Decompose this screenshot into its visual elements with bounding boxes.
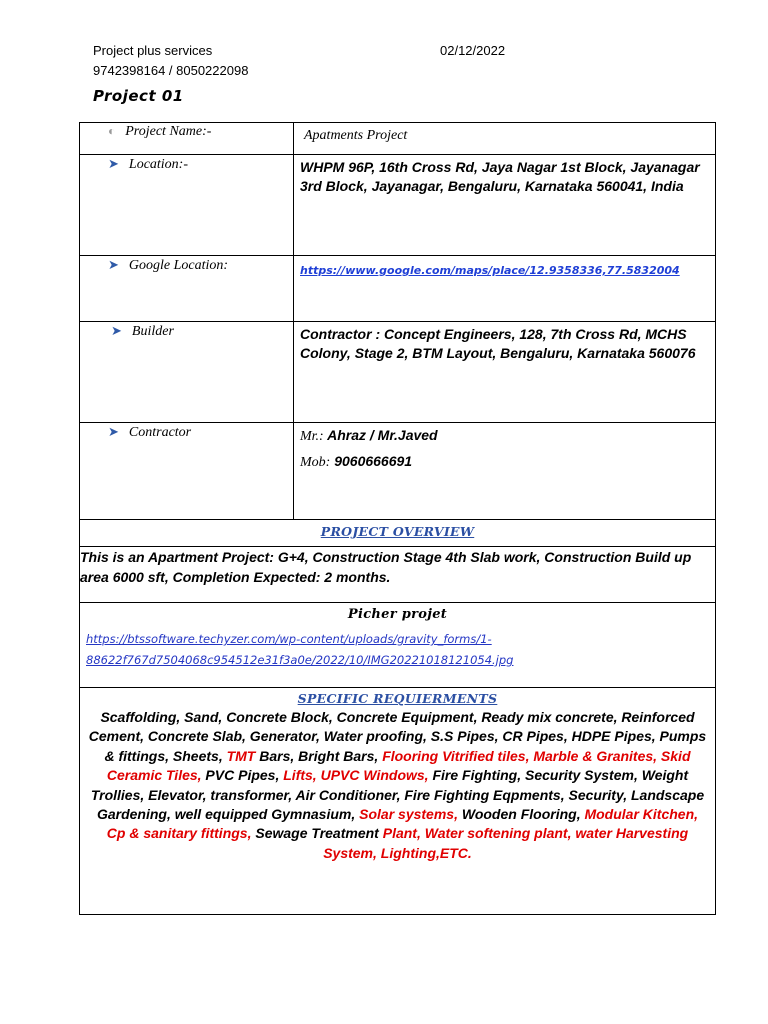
picture-link-line-1: https://btssoftware.techyzer.com/wp-content/uploads/gravity_forms/1-	[86, 632, 492, 646]
builder-label: Builder	[131, 324, 174, 339]
requirement-segment: Scaffolding, Sand, Concrete Block, Concrete Equipment, Ready mix concrete, Reinforced Cement, Concrete Slab, Generator, Water proofing, S.S Pipes, CR Pipes, HDPE Pipes, Pumps & fittings, Sheets,	[88, 709, 707, 764]
builder-value: Contractor : Concept Engineers, 128, 7th Cross Rd, MCHS Colony, Stage 2, BTM Layout, Bengaluru, Karnataka 560076	[294, 322, 716, 423]
contractor-name-line	[300, 426, 709, 446]
arrow-bullet-icon: ➤	[108, 156, 119, 171]
project-heading: Project 01	[93, 87, 184, 105]
arrow-bullet-icon: ➤	[108, 424, 119, 439]
row-overview-title	[80, 520, 716, 547]
requirement-segment: TMT	[226, 747, 256, 764]
requirement-segment: Lifts, UPVC Windows,	[283, 767, 429, 784]
overview-text: This is an Apartment Project: G+4, Construction Stage 4th Slab work, Construction Build up area 6000 sft, Completion Expected: 2 months.	[80, 547, 716, 603]
requirement-segment: Sewage Treatment	[251, 825, 383, 842]
row-contractor	[80, 423, 716, 520]
row-builder	[80, 322, 716, 423]
google-location-cell	[294, 256, 716, 322]
requirements-text	[80, 708, 715, 863]
requirement-segment: Fire Fighting, Security System, Weight Trollies, Elevator, transformer, Air Conditioner, Fire Fighting Eqpments, Security, Landscape Gardening, well equipped Gymnasium,	[90, 767, 705, 823]
row-location	[80, 155, 716, 256]
requirement-segment: Solar systems,	[359, 806, 458, 823]
row-requirements	[80, 688, 716, 915]
project-name-label-cell	[80, 123, 294, 155]
contractor-mob: 9060666691	[334, 453, 413, 469]
overview-title: PROJECT OVERVIEW	[320, 524, 475, 539]
contractor-value-cell	[294, 423, 716, 520]
google-location-label-cell	[80, 256, 294, 322]
requirement-segment: Wooden Flooring,	[457, 806, 585, 823]
picture-cell	[80, 603, 716, 688]
contractor-mob-line	[300, 452, 709, 472]
requirements-title: SPECIFIC REQUIERMENTS	[297, 691, 498, 706]
row-google-location	[80, 256, 716, 322]
picture-link-line-2: 88622f767d7504068c954512e31f3a0e/2022/10/IMG20221018121054.jpg	[86, 653, 514, 667]
requirement-segment: PVC Pipes,	[201, 767, 284, 784]
picture-link[interactable]	[80, 629, 715, 671]
google-location-label: Google Location:	[128, 258, 229, 273]
requirement-segment: Flooring Vitrified tiles, Marble & Granites, Skid Ceramic Tiles,	[106, 747, 691, 784]
row-project-name	[80, 123, 716, 155]
row-picture	[80, 603, 716, 688]
bullet-icon: ◐	[108, 124, 116, 138]
project-name-value: Apatments Project	[294, 123, 716, 155]
company-phones: 9742398164 / 8050222098	[93, 63, 249, 78]
location-label: Location:-	[128, 157, 189, 172]
requirement-segment: Bars, Bright Bars,	[255, 747, 383, 764]
requirement-segment: Modular Kitchen, Cp & sanitary fittings,	[106, 806, 699, 842]
document-date: 02/12/2022	[440, 43, 506, 58]
overview-title-cell	[80, 520, 716, 547]
builder-label-cell	[80, 322, 294, 423]
arrow-bullet-icon: ➤	[108, 257, 119, 272]
requirements-cell	[80, 688, 716, 915]
arrow-bullet-icon: ➤	[111, 323, 122, 338]
contractor-name: Ahraz / Mr.Javed	[327, 427, 438, 443]
project-table	[79, 122, 716, 915]
company-name: Project plus services	[93, 43, 213, 58]
contractor-mob-prefix: Mob:	[300, 455, 331, 470]
picture-title: Picher projet	[347, 607, 448, 622]
location-value: WHPM 96P, 16th Cross Rd, Jaya Nagar 1st Block, Jayanagar 3rd Block, Jayanagar, Bengaluru, Karnataka 560041, India	[294, 155, 716, 256]
row-overview-text	[80, 547, 716, 603]
contractor-label: Contractor	[128, 425, 192, 440]
contractor-label-cell	[80, 423, 294, 520]
location-label-cell	[80, 155, 294, 256]
project-name-label: Project Name:-	[125, 124, 212, 139]
contractor-name-prefix: Mr.:	[300, 429, 324, 444]
google-maps-link[interactable]: https://www.google.com/maps/place/12.9358336,77.5832004	[300, 264, 680, 277]
requirement-segment: Plant, Water softening plant, water Harvesting System, Lighting,ETC.	[323, 825, 689, 861]
